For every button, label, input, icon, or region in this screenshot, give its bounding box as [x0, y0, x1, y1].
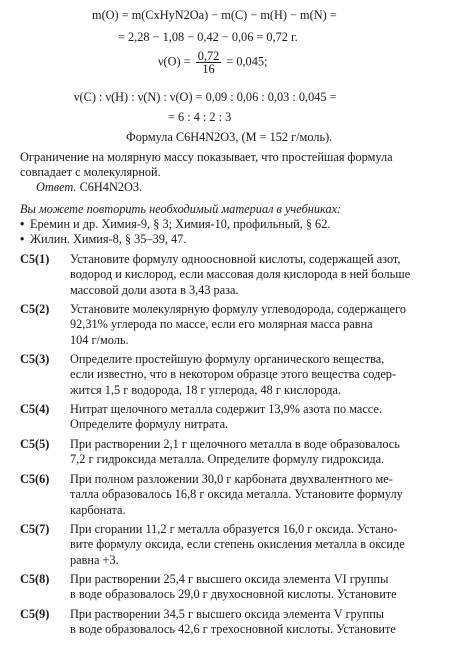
task-text: [70, 402, 452, 433]
task-label: С5(2): [20, 302, 50, 316]
answer-label: Ответ.: [36, 180, 77, 194]
task-label: С5(4): [20, 402, 50, 416]
review-item: [20, 232, 186, 247]
task-text-line: в воде образовалось 29,0 г двухосновной кислоты. Установите: [70, 587, 397, 602]
equation-oxygen-mass-line1: m(O) = m(CxHyN2Oa) − m(C) − m(H) − m(N) =: [92, 8, 337, 22]
task-text-line: Установите молекулярную формулу углеводорода, содержащего: [70, 302, 406, 316]
bullet-icon: •: [20, 217, 25, 231]
task-text: [70, 437, 452, 468]
task-label: С5(8): [20, 572, 50, 586]
review-item-text: Жилин. Химия-8, § 35–39, 47.: [30, 232, 187, 246]
equation-oxygen-mass-line2: = 2,28 − 1,08 − 0,42 − 0,06 = 0,72 г.: [118, 30, 298, 44]
task-text-line: 92,31% углерода по массе, если его молярная масса равна: [70, 317, 373, 332]
task-text-line: 7,2 г гидроксида металла. Определите формулу гидроксида.: [70, 452, 385, 467]
task-text-line: в воде образовалось 42,6 г трехосновной кислоты. Установите: [70, 622, 396, 637]
task-text: [70, 572, 452, 603]
task-text-line: равна +3.: [70, 552, 119, 567]
restriction-line2: совпадает с молекулярной.: [20, 165, 161, 179]
equation-oxygen-moles-left: ν(O) =: [158, 54, 191, 69]
answer-line: [36, 180, 142, 195]
task-text-line: вите формулу оксида, если степень окисления металла в оксиде: [70, 537, 405, 552]
task-text-line: При полном разложении 30,0 г карбоната двухвалентного ме-: [70, 472, 393, 486]
bullet-icon: •: [20, 232, 25, 246]
task-text-line: При растворении 34,5 г высшего оксида элемента V группы: [70, 607, 385, 621]
fraction-denominator: 16: [202, 62, 215, 76]
task-text-line: жится 1,5 г водорода, 18 г углерода, 48 г кислорода.: [70, 382, 342, 397]
equation-oxygen-moles-right: = 0,045;: [226, 54, 268, 69]
task-label: С5(5): [20, 437, 50, 451]
task-label: С5(6): [20, 472, 50, 486]
task-text-line: При растворении 25,4 г высшего оксида элемента VI группы: [70, 572, 389, 586]
task-text-line: Определите формулу нитрата.: [70, 417, 229, 432]
task-text-line: карбоната.: [70, 502, 126, 517]
fraction-numerator: 0,72: [197, 49, 220, 63]
answer-value: C6H4N2O3.: [79, 180, 143, 194]
task-text: [70, 607, 452, 638]
task-text-line: Установите формулу одноосновной кислоты, содержащей азот,: [70, 252, 401, 266]
task-text: [70, 522, 452, 568]
task-text: [70, 252, 452, 298]
formula-line: Формула C6H4N2O3, (M = 152 г/моль).: [126, 130, 333, 144]
task-text-line: 104 г/моль.: [70, 332, 129, 347]
task-text: [70, 302, 452, 348]
task-label: С5(9): [20, 607, 50, 621]
task-label: С5(1): [20, 252, 50, 266]
review-item: [20, 217, 330, 232]
task-label: С5(7): [20, 522, 50, 536]
task-text: [70, 352, 452, 398]
task-text-line: Определите простейшую формулу органического вещества,: [70, 352, 385, 366]
task-text-line: При растворении 2,1 г щелочного металла в воде образовалось: [70, 437, 400, 451]
review-item-text: Еремин и др. Химия-9, § 3; Химия-10, профильный, § 62.: [30, 217, 331, 231]
task-text-line: если известно, что в некотором образце этого вещества содер-: [70, 367, 397, 382]
equation-mole-ratio-line2: = 6 : 4 : 2 : 3: [168, 110, 232, 124]
task-text: [70, 472, 452, 518]
equation-mole-ratio-line1: ν(C) : ν(H) : ν(N) : ν(O) = 0,09 : 0,06 : 0,03 : 0,045 =: [74, 90, 337, 104]
task-text-line: талла образовалось 16,8 г оксида металла. Установите формулу: [70, 487, 403, 502]
task-text-line: Нитрат щелочного металла содержит 13,9% азота по массе.: [70, 402, 382, 416]
task-text-line: При сгорании 11,2 г металла образуется 16,0 г оксида. Устано-: [70, 522, 398, 536]
equation-oxygen-moles: [158, 50, 267, 75]
restriction-line1: Ограничение на молярную массу показывает, что простейшая формула: [20, 150, 393, 164]
task-text-line: массовой доли азота в 3,43 раза.: [70, 282, 239, 297]
fraction: [196, 50, 222, 75]
task-label: С5(3): [20, 352, 50, 366]
review-heading: Вы можете повторить необходимый материал в учебниках:: [20, 202, 342, 216]
task-text-line: водород и кислород, если массовая доля кислорода в ней больше: [70, 267, 411, 282]
